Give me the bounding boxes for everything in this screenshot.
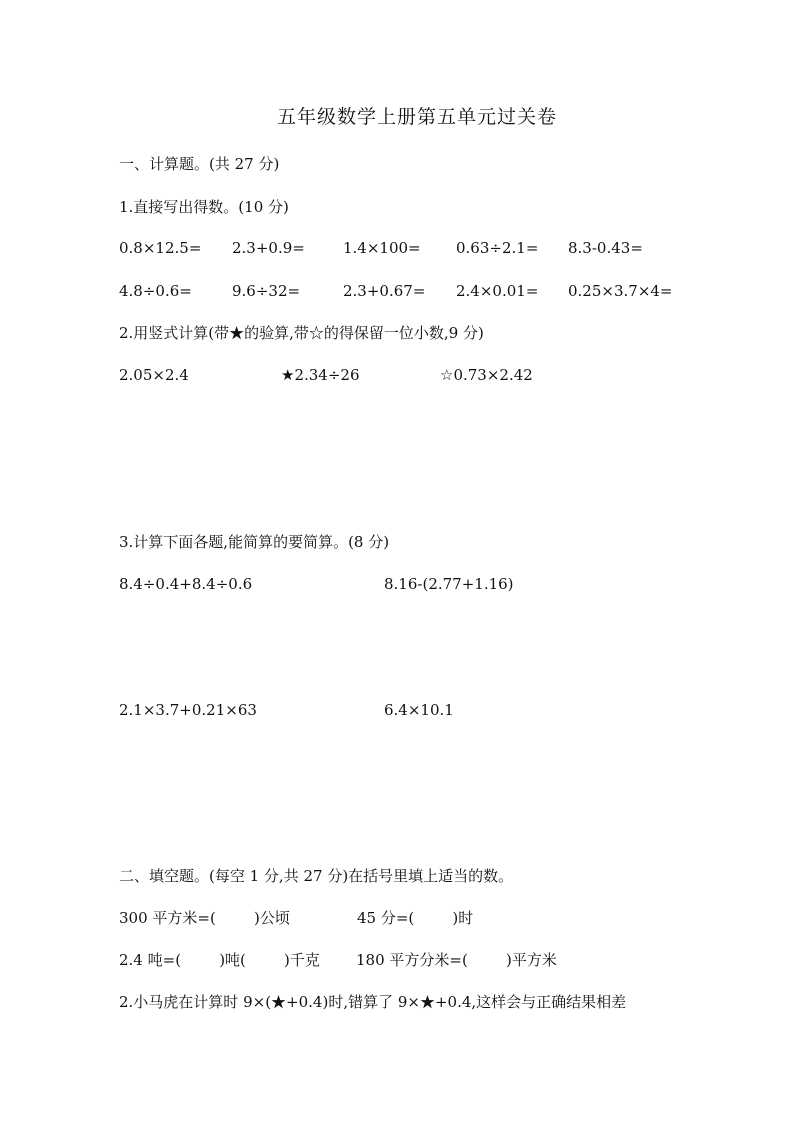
- q3-label: 3.计算下面各题,能简算的要简算。(8 分): [119, 533, 390, 551]
- fill-line1-b: 45 分=( )时: [357, 909, 474, 927]
- q1-r1-item5: 8.3-0.43=: [568, 239, 643, 257]
- q1-r1-item3: 1.4×100=: [343, 239, 421, 257]
- q1-r1-item1: 0.8×12.5=: [119, 239, 202, 257]
- q1-label: 1.直接写出得数。(10 分): [119, 198, 289, 216]
- q3-item3: 2.1×3.7+0.21×63: [119, 701, 257, 719]
- page-title: 五年级数学上册第五单元过关卷: [277, 106, 558, 128]
- q2-item2: ★2.34÷26: [281, 366, 360, 384]
- q3-item1: 8.4÷0.4+8.4÷0.6: [119, 575, 253, 593]
- q2-item3: ☆0.73×2.42: [440, 366, 533, 384]
- q3-item4: 6.4×10.1: [384, 701, 454, 719]
- q1-r2-item3: 2.3+0.67=: [343, 282, 426, 300]
- q1-r1-item2: 2.3+0.9=: [232, 239, 305, 257]
- q1-r1-item4: 0.63÷2.1=: [456, 239, 539, 257]
- q3-item2: 8.16-(2.77+1.16): [384, 575, 514, 593]
- q1-r2-item5: 0.25×3.7×4=: [568, 282, 673, 300]
- q1-r2-item1: 4.8÷0.6=: [119, 282, 192, 300]
- section1-heading: 一、计算题。(共 27 分): [119, 155, 280, 173]
- q1-r2-item2: 9.6÷32=: [232, 282, 301, 300]
- q2-item1: 2.05×2.4: [119, 366, 189, 384]
- fill-line1-a: 300 平方米=( )公顷: [119, 909, 290, 927]
- fill-q2: 2.小马虎在计算时 9×(★+0.4)时,错算了 9×★+0.4,这样会与正确结果相差: [119, 993, 627, 1011]
- fill-line2-a: 2.4 吨=( )吨( )千克: [119, 951, 320, 969]
- fill-line2-b: 180 平方分米=( )平方米: [356, 951, 557, 969]
- q2-label: 2.用竖式计算(带★的验算,带☆的得保留一位小数,9 分): [119, 324, 484, 342]
- q1-r2-item4: 2.4×0.01=: [456, 282, 539, 300]
- section2-heading: 二、填空题。(每空 1 分,共 27 分)在括号里填上适当的数。: [119, 867, 514, 885]
